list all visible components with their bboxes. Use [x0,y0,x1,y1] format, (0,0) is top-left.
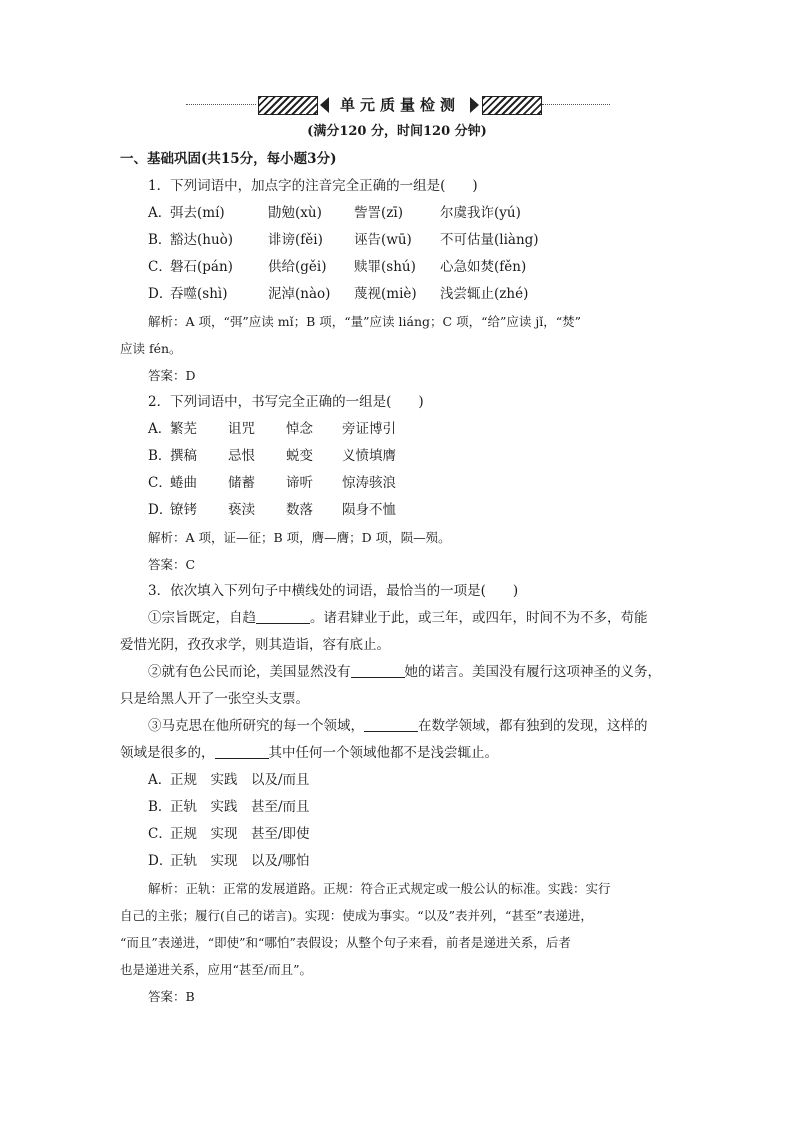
question-2-option-b [120,443,680,470]
question-3-option-b [120,794,680,821]
question-3-sentence-3-continued [120,740,680,767]
sentence-text: ①宗旨既定，自趋 [148,610,256,626]
sentence-text: 。诸君肄业于此，或三年，或四年，时间不为不多，苟能 [310,610,648,626]
option-item: 心急如焚(fěn) [440,259,527,275]
question-3-option-d [120,848,680,875]
sentence-text: 在数学领域，都有独到的发现，这样的 [418,718,648,734]
option-item: 撰稿 [170,448,197,464]
question-3-analysis-line-4: 也是递进关系，应用“甚至/而且”。 [120,962,312,977]
option-item: 蔑视(miè) [354,286,417,302]
question-3-sentence-1 [120,605,680,632]
option-item: 惊涛骇浪 [342,475,396,491]
analysis-text: A 项，“弭”应读 mǐ；B 项，“量”应读 liáng；C 项，“给”应读 jǐ，“焚” [185,314,581,329]
question-3-analysis-line-3: “而且”表递进，“即使”和“哪怕”表假设；从整个句子来看，前者是递进关系，后者 [120,935,571,950]
question-1-option-a [120,200,680,227]
sentence-text: 其中任何一个领域他都不是浅尝辄止。 [268,745,498,761]
option-letter: D． [148,853,173,869]
banner-arrow-right-icon [470,97,479,113]
banner-dotted-rule-left [186,104,256,105]
banner-hatch-left [258,96,318,115]
option-item: 储蓄 [228,475,255,491]
option-letter: C． [148,259,172,275]
option-item: 诽谤(fěi) [268,232,323,248]
option-item: 蜕变 [286,448,313,464]
option-item: 忌恨 [228,448,255,464]
option-item: 悼念 [286,421,313,437]
document-body [120,146,680,1010]
option-item: 蜷曲 [170,475,197,491]
option-item: 正规 实现 甚至/即使 [170,826,310,842]
option-item: 尔虞我诈(yú) [440,205,521,221]
banner-title: 单元质量检测 [339,96,460,114]
exam-info: (满分120 分，时间120 分钟) [307,124,487,139]
question-3-sentence-3 [120,713,680,740]
option-letter: C． [148,826,172,842]
sentence-text: ③马克思在他所研究的每一个领域， [148,718,364,734]
option-item: 浅尝辄止(zhé) [440,286,529,302]
question-3-analysis-line-2: 自己的主张；履行(自己的诺言)。实现：使成为事实。“以及”表并列，“甚至”表递进， [120,908,593,923]
banner-hatch-right [482,96,542,115]
option-item: 数落 [286,502,313,518]
option-item: 谛听 [286,475,313,491]
sentence-text: 她的诺言。美国没有履行这项神圣的义务， [404,664,661,680]
question-2-answer: 答案：C [148,557,196,572]
question-1-option-c [120,254,680,281]
option-item: 旁证博引 [342,421,396,437]
option-letter: D． [148,502,173,518]
question-3-stem: 3．依次填入下列句子中横线处的词语，最恰当的一项是( ) [148,583,519,599]
option-item: 供给(gěi) [268,259,327,275]
fill-blank [256,609,310,624]
option-item: 义愤填膺 [342,448,396,464]
question-1-answer: 答案：D [148,368,196,383]
banner-dotted-rule-right [542,104,610,105]
option-letter: B． [148,448,172,464]
option-item: 赎罪(shú) [354,259,416,275]
question-3-sentence-2-continued: 只是给黑人开了一张空头支票。 [120,691,309,707]
question-2-analysis: 解析：A 项，证—征；B 项，膺—膺；D 项，陨—殒。 [148,530,451,545]
fill-blank [215,744,269,759]
banner-arrow-left-icon [320,97,329,113]
option-letter: B． [148,799,172,815]
option-letter: B． [148,232,172,248]
option-item: 正轨 实现 以及/哪怕 [170,853,310,869]
option-letter: D． [148,286,173,302]
question-3-sentence-2 [120,659,680,686]
option-item: 诬告(wū) [354,232,412,248]
question-3-answer: 答案：B [148,989,195,1004]
option-item: 磐石(pán) [170,259,233,275]
question-3-option-a [120,767,680,794]
section-heading: 一、基础巩固(共15分，每小题3分) [120,151,337,167]
question-1-analysis-continued: 应读 fén。 [120,341,182,356]
question-3-sentence-1-continued: 爱惜光阴，孜孜求学，则其造诣，容有底止。 [120,637,390,653]
question-1-option-b [120,227,680,254]
question-3-option-c [120,821,680,848]
question-2-stem: 2．下列词语中，书写完全正确的一组是( ) [148,394,424,410]
option-item: 不可估量(liàng) [440,232,539,248]
question-1-stem: 1．下列词语中，加点字的注音完全正确的一组是( ) [148,178,478,194]
question-2-option-a [120,416,680,443]
option-letter: A． [148,772,172,788]
option-item: 繁芜 [170,421,197,437]
option-item: 豁达(huò) [170,232,234,248]
option-item: 訾詈(zī) [354,205,403,221]
option-item: 泥淖(nào) [268,286,331,302]
question-2-option-c [120,470,680,497]
option-item: 勖勉(xù) [268,205,322,221]
sentence-text: ②就有色公民而论，美国显然没有 [148,664,351,680]
question-3-analysis: 解析：正轨：正常的发展道路。正规：符合正式规定或一般公认的标准。实践：实行 [148,881,611,896]
fill-blank [364,717,418,732]
option-item: 吞噬(shì) [170,286,228,302]
option-item: 诅咒 [228,421,255,437]
option-letter: A． [148,205,172,221]
option-item: 镣铐 [170,502,197,518]
option-item: 陨身不恤 [342,502,396,518]
question-1-option-d [120,281,680,308]
unit-test-banner [186,95,610,115]
fill-blank [351,663,405,678]
question-2-option-d [120,497,680,524]
analysis-label: 解析： [148,314,186,329]
option-letter: C． [148,475,172,491]
question-1-analysis [120,308,680,335]
option-item: 弭去(mí) [170,205,225,221]
option-letter: A． [148,421,172,437]
option-item: 正规 实践 以及/而且 [170,772,310,788]
option-item: 亵渎 [228,502,255,518]
sentence-text: 领域是很多的， [120,745,215,761]
option-item: 正轨 实践 甚至/而且 [170,799,310,815]
